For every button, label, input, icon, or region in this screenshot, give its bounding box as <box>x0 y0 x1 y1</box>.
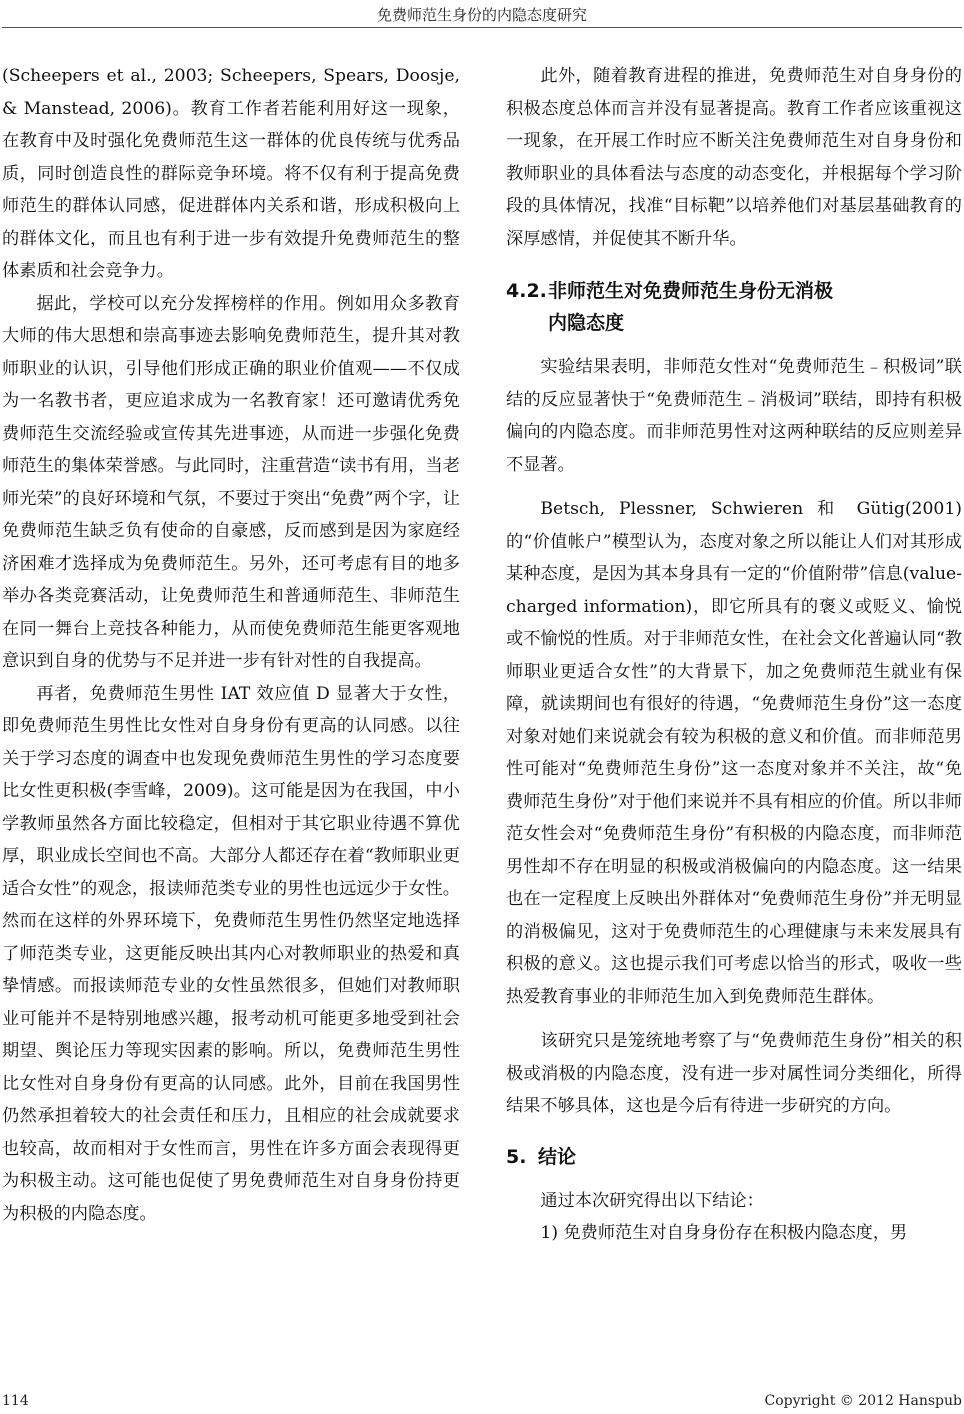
body-paragraph: 再者，免费师范生男性 IAT 效应值 D 显著大于女性，即免费师范生男性比女性对自身身份有更高的认同感。以往关于学习态度的调查中也发现免费师范生男性的学习态度要比女性更积极(李雪峰，2009)。这可能是因为在我国，中小学教师虽然各方面比较稳定，但相对于其它职业待遇不算优厚，职业成长空间也不高。大部分人都还存在着“教师职业更适合女性”的观念，报读师范类专业的男性也远远少于女性。然而在这样的外界环境下，免费师范生男性仍然坚定地选择了师范类专业，这更能反映出其内心对教师职业的热爱和真挚情感。而报读师范专业的女性虽然很多，但她们对教师职业可能并不是特别地感兴趣，报考动机可能更多地受到社会期望、舆论压力等现实因素的影响。所以，免费师范生男性比女性对自身身份有更高的认同感。此外，目前在我国男性仍然承担着较大的社会责任和压力，且相应的社会成就要求也较高，故而相对于女性而言，男性在许多方面会表现得更为积极主动。这可能也促使了男免费师范生对自身身份持更为积极的内隐态度。 <box>2 683 460 1224</box>
header-divider <box>2 27 962 28</box>
list-item: 1) 免费师范生对自身身份存在积极内隐态度，男 <box>540 1223 908 1243</box>
section-number: 4.2. <box>506 280 547 302</box>
body-paragraph: 该研究只是笼统地考察了与“免费师范生身份”相关的积极或消极的内隐态度，没有进一步对属性词分类细化，所得结果不够具体，这也是今后有待进一步研究的方向。 <box>506 1031 962 1116</box>
body-paragraph: (Scheepers et al., 2003; Scheepers, Spears, Doosje, & Manstead, 2006)。教育工作者若能利用好这一现象，在教育中及时强化免费师范生这一群体的优良传统与优秀品质，同时创造良性的群际竞争环境。将不仅有利于提高免费师范生的群体认同感，促进群体内关系和谐，形成积极向上的群体文化，而且也有利于进一步有效提升免费师范生的整体素质和社会竞争力。 <box>2 66 460 281</box>
body-paragraph: 实验结果表明，非师范女性对“免费师范生﹣积极词”联结的反应显著快于“免费师范生﹣消极词”联结，即持有积极偏向的内隐态度。而非师范男性对这两种联结的反应则差异不显著。 <box>506 357 962 475</box>
right-column <box>506 60 962 1250</box>
section-number: 5. <box>506 1145 527 1168</box>
section-title: 非师范生对免费师范生身份无消极 <box>548 280 834 302</box>
page-footer <box>0 1393 964 1413</box>
running-header: 免费师范生身份的内隐态度研究 <box>376 6 587 24</box>
body-paragraph: 通过本次研究得出以下结论： <box>540 1190 764 1211</box>
section-heading-4-2 <box>506 275 962 339</box>
section-heading-5 <box>506 1141 962 1173</box>
body-paragraph: 此外，随着教育进程的推进，免费师范生对自身身份的积极态度总体而言并没有显著提高。教育工作者应该重视这一现象，在开展工作时应不断关注免费师范生对自身身份和教师职业的具体看法与态度的动态变化，并根据每个学习阶段的具体情况，找准“目标靶”以培养他们对基层基础教育的深厚感情，并促使其不断升华。 <box>506 66 962 249</box>
copyright-notice: Copyright © 2012 Hanspub <box>764 1393 962 1409</box>
page-number: 114 <box>2 1393 29 1409</box>
body-paragraph: 据此，学校可以充分发挥榜样的作用。例如用众多教育大师的伟大思想和崇高事迹去影响免费师范生，提升其对教师职业的认识，引导他们形成正确的职业价值观——不仅成为一名教书者，更应追求成为一名教育家！还可邀请优秀免费师范生交流经验或宣传其先进事迹，从而进一步强化免费师范生的集体荣誉感。与此同时，注重营造“读书有用，当老师光荣”的良好环境和气氛，不要过于突出“免费”两个字，让免费师范生缺乏负有使命的自豪感，反而感到是因为家庭经济困难才选择成为免费师范生。另外，还可考虑有目的地多举办各类竞赛活动，让免费师范生和普通师范生、非师范生在同一舞台上竞技各种能力，从而使免费师范生能更客观地意识到自身的优势与不足并进一步有针对性的自我提高。 <box>2 293 460 671</box>
left-column <box>2 60 460 1230</box>
section-title: 结论 <box>538 1145 577 1168</box>
section-title-continued: 内隐态度 <box>548 312 625 334</box>
body-paragraph: Betsch, Plessner, Schwieren 和 Gütig(2001)的“价值帐户”模型认为，态度对象之所以能让人们对其形成某种态度，是因为其本身具有一定的“价值附带”信息(value-charged information)，即它所具有的褒义或贬义、愉悦或不愉悦的性质。对于非师范女性，在社会文化普遍认同“教师职业更适合女性”的大背景下，加之免费师范生就业有保障，就读期间也有很好的待遇，“免费师范生身份”这一态度对象对她们来说就会有较为积极的意义和价值。而非师范男性可能对“免费师范生身份”这一态度对象并不关注，故“免费师范生身份”对于他们来说并不具有相应的价值。所以非师范女性会对“免费师范生身份”有积极的内隐态度，而非师范男性却不存在明显的积极或消极偏向的内隐态度。这一结果也在一定程度上反映出外群体对“免费师范生身份”并无明显的消极偏见，这对于免费师范生的心理健康与未来发展具有积极的意义。这也提示我们可考虑以恰当的形式，吸收一些热爱教育事业的非师范生加入到免费师范生群体。 <box>506 499 962 1007</box>
